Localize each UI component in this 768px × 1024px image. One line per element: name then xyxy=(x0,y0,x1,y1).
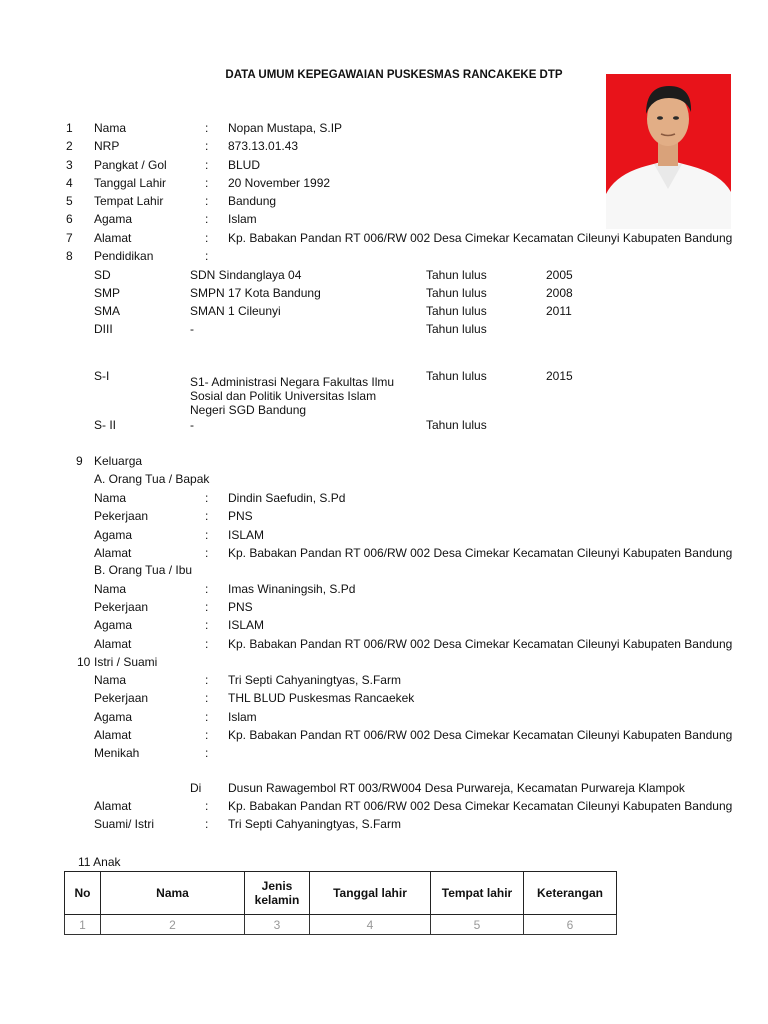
children-table xyxy=(64,871,617,935)
field-value: THL BLUD Puskesmas Rancaekek xyxy=(228,691,415,705)
field-value: Bandung xyxy=(228,194,277,208)
field-label: Agama xyxy=(94,710,133,724)
colon-separator: : xyxy=(205,600,209,614)
field-label: Agama xyxy=(94,618,133,632)
school-name: SDN Sindanglaya 04 xyxy=(190,268,302,282)
education-level: DIII xyxy=(94,322,113,336)
colon-separator: : xyxy=(205,618,209,632)
col-tanggal-lahir: Tanggal lahir xyxy=(310,872,431,915)
field-value: PNS xyxy=(228,509,253,523)
field-label: Pekerjaan xyxy=(94,691,149,705)
row-number: 3 xyxy=(66,158,73,172)
field-value: ISLAM xyxy=(228,528,265,542)
colon-separator: : xyxy=(205,509,209,523)
field-label: Agama xyxy=(94,528,133,542)
graduation-year-label: Tahun lulus xyxy=(426,369,487,383)
graduation-year: 2008 xyxy=(546,286,573,300)
field-value: Kp. Babakan Pandan RT 006/RW 002 Desa Cimekar Kecamatan Cileunyi Kabupaten Bandung xyxy=(228,637,733,651)
field-label: Alamat xyxy=(94,799,132,813)
field-label: Menikah xyxy=(94,746,140,760)
field-value: BLUD xyxy=(228,158,261,172)
education-level: S- II xyxy=(94,418,117,432)
colon-separator: : xyxy=(205,691,209,705)
col-jenis-kelamin: Jenis kelamin xyxy=(245,872,310,915)
colon-separator: : xyxy=(205,121,209,135)
table-cell: 5 xyxy=(431,915,524,935)
colon-separator: : xyxy=(205,546,209,560)
graduation-year: 2015 xyxy=(546,369,573,383)
anak-number: 11 xyxy=(78,855,91,869)
row-number: 8 xyxy=(66,249,73,263)
field-value: PNS xyxy=(228,600,253,614)
colon-separator: : xyxy=(205,491,209,505)
field-value: Islam xyxy=(228,710,257,724)
field-label: Nama xyxy=(94,673,127,687)
colon-separator: : xyxy=(205,673,209,687)
col-tempat-lahir: Tempat lahir xyxy=(431,872,524,915)
field-label: Suami/ Istri xyxy=(94,817,155,831)
school-name: SMPN 17 Kota Bandung xyxy=(190,286,321,300)
colon-separator: : xyxy=(205,158,209,172)
colon-separator: : xyxy=(205,176,209,190)
table-cell: 4 xyxy=(310,915,431,935)
school-name-line: S1- Administrasi Negara Fakultas Ilmu xyxy=(190,375,395,389)
field-label: Tempat Lahir xyxy=(94,194,164,208)
school-name: - xyxy=(190,418,194,432)
table-header-row xyxy=(65,872,617,915)
anak-heading xyxy=(78,855,121,870)
field-label: Pendidikan xyxy=(94,249,154,263)
school-name-line: Sosial dan Politik Universitas Islam xyxy=(190,389,377,403)
di-value: Dusun Rawagembol RT 003/RW004 Desa Purwareja, Kecamatan Purwareja Klampok xyxy=(228,781,685,795)
field-label: Alamat xyxy=(94,637,132,651)
graduation-year-label: Tahun lulus xyxy=(426,268,487,282)
education-level: SMA xyxy=(94,304,121,318)
graduation-year-label: Tahun lulus xyxy=(426,322,487,336)
col-keterangan: Keterangan xyxy=(524,872,617,915)
education-level: SMP xyxy=(94,286,121,300)
colon-separator: : xyxy=(205,528,209,542)
field-value: 20 November 1992 xyxy=(228,176,331,190)
table-cell: 3 xyxy=(245,915,310,935)
field-label: Pekerjaan xyxy=(94,600,149,614)
col-nama: Nama xyxy=(101,872,245,915)
field-label: Nama xyxy=(94,121,127,135)
anak-label: Anak xyxy=(93,855,121,869)
field-value: Kp. Babakan Pandan RT 006/RW 002 Desa Cimekar Kecamatan Cileunyi Kabupaten Bandung xyxy=(228,546,733,560)
field-value: Kp. Babakan Pandan RT 006/RW 002 Desa Cimekar Kecamatan Cileunyi Kabupaten Bandung xyxy=(228,231,733,245)
colon-separator: : xyxy=(205,249,209,263)
field-value: Tri Septi Cahyaningtyas, S.Farm xyxy=(228,673,401,687)
colon-separator: : xyxy=(205,710,209,724)
field-value: Islam xyxy=(228,212,257,226)
table-row xyxy=(65,915,617,935)
row-number: 6 xyxy=(66,212,73,226)
field-label: Pekerjaan xyxy=(94,509,149,523)
field-label: Agama xyxy=(94,212,133,226)
field-value: ISLAM xyxy=(228,618,265,632)
col-no: No xyxy=(65,872,101,915)
colon-separator: : xyxy=(205,212,209,226)
table-cell: 2 xyxy=(101,915,245,935)
row-number: 5 xyxy=(66,194,73,208)
row-number: 2 xyxy=(66,139,73,153)
field-label: NRP xyxy=(94,139,120,153)
field-value: 873.13.01.43 xyxy=(228,139,299,153)
field-value: Imas Winaningsih, S.Pd xyxy=(228,582,356,596)
di-label: Di xyxy=(190,781,202,795)
table-cell: 6 xyxy=(524,915,617,935)
field-value: Tri Septi Cahyaningtyas, S.Farm xyxy=(228,817,401,831)
field-label: Alamat xyxy=(94,728,132,742)
field-value: Kp. Babakan Pandan RT 006/RW 002 Desa Cimekar Kecamatan Cileunyi Kabupaten Bandung xyxy=(228,799,733,813)
row-number: 4 xyxy=(66,176,73,190)
graduation-year-label: Tahun lulus xyxy=(426,304,487,318)
keluarga-heading: Keluarga xyxy=(94,454,143,468)
ayah-heading: A. Orang Tua / Bapak xyxy=(94,472,210,486)
field-value: Kp. Babakan Pandan RT 006/RW 002 Desa Cimekar Kecamatan Cileunyi Kabupaten Bandung xyxy=(228,728,733,742)
graduation-year: 2011 xyxy=(546,304,572,318)
field-label: Pangkat / Gol xyxy=(94,158,167,172)
colon-separator: : xyxy=(205,139,209,153)
colon-separator: : xyxy=(205,799,209,813)
page-title: DATA UMUM KEPEGAWAIAN PUSKESMAS RANCAKEKE DTP xyxy=(225,69,563,81)
field-label: Nama xyxy=(94,491,127,505)
school-name: SMAN 1 Cileunyi xyxy=(190,304,281,318)
row-number: 7 xyxy=(66,231,73,245)
education-level: SD xyxy=(94,268,111,282)
field-label: Alamat xyxy=(94,546,132,560)
colon-separator: : xyxy=(205,728,209,742)
graduation-year-label: Tahun lulus xyxy=(426,286,487,300)
field-label: Alamat xyxy=(94,231,132,245)
pasangan-heading: Istri / Suami xyxy=(94,655,158,669)
colon-separator: : xyxy=(205,231,209,245)
colon-separator: : xyxy=(205,637,209,651)
colon-separator: : xyxy=(205,746,209,760)
field-value: Dindin Saefudin, S.Pd xyxy=(228,491,346,505)
field-label: Tanggal Lahir xyxy=(94,176,167,190)
school-name-line: Negeri SGD Bandung xyxy=(190,403,307,417)
education-level: S-I xyxy=(94,369,110,383)
colon-separator: : xyxy=(205,194,209,208)
colon-separator: : xyxy=(205,817,209,831)
row-number: 1 xyxy=(66,121,73,135)
field-value: Nopan Mustapa, S.IP xyxy=(228,121,343,135)
table-cell: 1 xyxy=(65,915,101,935)
colon-separator: : xyxy=(205,582,209,596)
field-label: Nama xyxy=(94,582,127,596)
pasangan-number: 10 xyxy=(77,655,91,669)
ibu-heading: B. Orang Tua / Ibu xyxy=(94,563,193,577)
graduation-year: 2005 xyxy=(546,268,573,282)
graduation-year-label: Tahun lulus xyxy=(426,418,487,432)
keluarga-number: 9 xyxy=(76,454,83,468)
school-name: - xyxy=(190,322,194,336)
